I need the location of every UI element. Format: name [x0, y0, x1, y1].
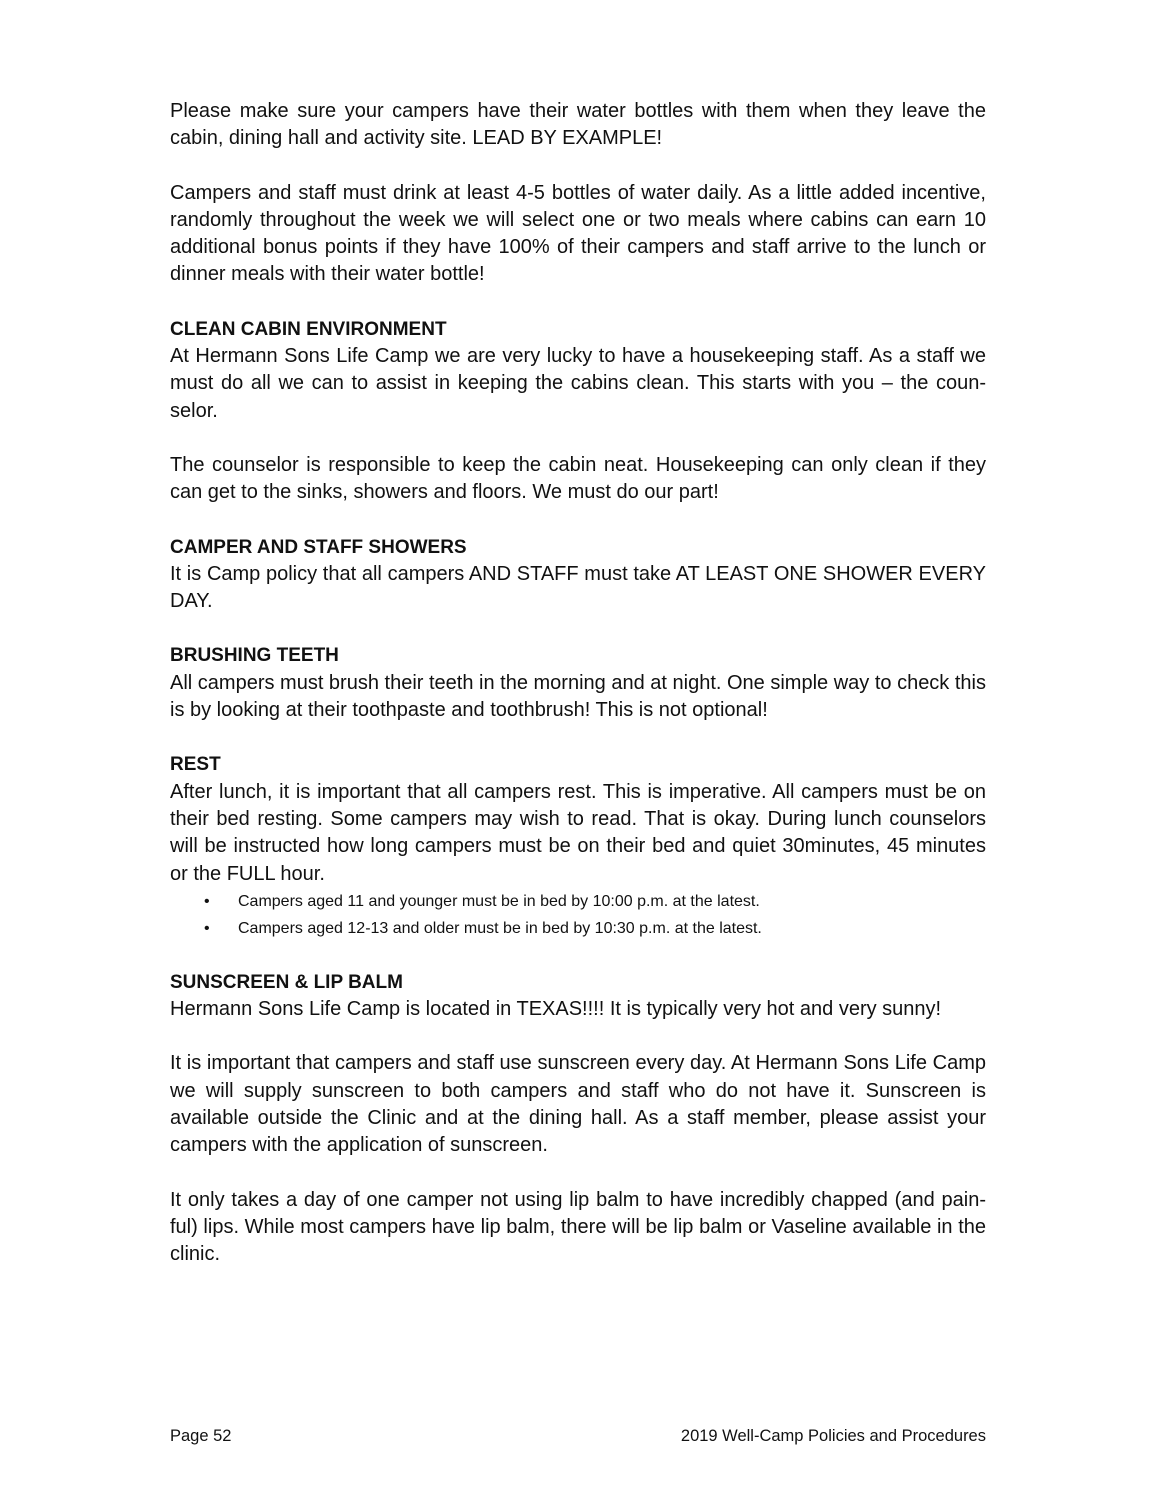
document-title: 2019 Well-Camp Policies and Procedures — [680, 1427, 986, 1445]
section-paragraph: The counselor is responsible to keep the cabin neat. Housekeeping can only clean if they can get to the sinks, showers and floors. We must do our part! — [170, 453, 986, 504]
page-number: Page 52 — [170, 1427, 232, 1445]
section-paragraph: It is Camp policy that all campers AND STAFF must take AT LEAST ONE SHOWER EVERY DAY. — [170, 562, 986, 613]
section-paragraph: It only takes a day of one camper not using lip balm to have incredibly chapped (and painful) lips. While most campers have lip balm, there will be lip balm or Vaseline available in the clinic. — [170, 1188, 986, 1266]
section-paragraph: All campers must brush their teeth in the morning and at night. One simple way to check this is by looking at their toothpaste and toothbrush! This is not optional! — [170, 671, 986, 722]
section-paragraph: After lunch, it is important that all campers rest. This is imperative. All campers must be on their bed resting. Some campers may wish to read. That is okay. During lunch counselors will be instructed how long campers must be on their bed and quiet 30minutes, 45 minutes or the FULL hour. — [170, 780, 986, 885]
list-item-text: Campers aged 12-13 and older must be in bed by 10:30 p.m. at the latest. — [238, 919, 762, 937]
section-showers — [170, 534, 986, 616]
list-item — [170, 888, 986, 915]
section-heading: SUNSCREEN & LIP BALM — [170, 971, 403, 993]
section-brushing-teeth — [170, 642, 986, 724]
intro-paragraph-water-bottles: Please make sure your campers have their water bottles with them when they leave the cabin, dining hall and activity site. LEAD BY EXAMPLE! — [170, 100, 986, 150]
section-paragraph: At Hermann Sons Life Camp we are very lucky to have a housekeeping staff. As a staff we must do all we can to assist in keeping the cabins clean. This starts with you – the counselor. — [170, 345, 986, 422]
section-heading: CLEAN CABIN ENVIRONMENT — [170, 318, 447, 340]
bullet-icon: • — [204, 892, 210, 910]
section-rest — [170, 751, 986, 941]
section-clean-cabin — [170, 316, 986, 507]
document-body — [170, 98, 986, 1269]
list-item-text: Campers aged 11 and younger must be in bed by 10:00 p.m. at the latest. — [238, 892, 760, 910]
section-paragraph: It is important that campers and staff use sunscreen every day. At Hermann Sons Life Camp we will supply sunscreen to both campers and staff who do not have it. Sunscreen is available outside the Clinic and at the dining hall. As a staff member, please assist your campers with the application of sunscreen. — [170, 1052, 986, 1157]
list-item — [170, 915, 986, 942]
intro-paragraph-drink-water: Campers and staff must drink at least 4-5 bottles of water daily. As a little added incentive, randomly throughout the week we will select one or two meals where cabins can earn 10 additional bonus points if they have 100% of their campers and staff arrive to the lunch or dinner meals with their water bottle! — [170, 181, 986, 286]
section-paragraph: Hermann Sons Life Camp is located in TEXAS!!!! It is typically very hot and very sunny! — [170, 998, 942, 1021]
bedtime-list — [170, 888, 986, 942]
section-heading: CAMPER AND STAFF SHOWERS — [170, 536, 467, 558]
section-heading: REST — [170, 754, 221, 776]
section-sunscreen — [170, 969, 986, 1269]
bullet-icon: • — [204, 919, 210, 937]
section-heading: BRUSHING TEETH — [170, 645, 339, 667]
